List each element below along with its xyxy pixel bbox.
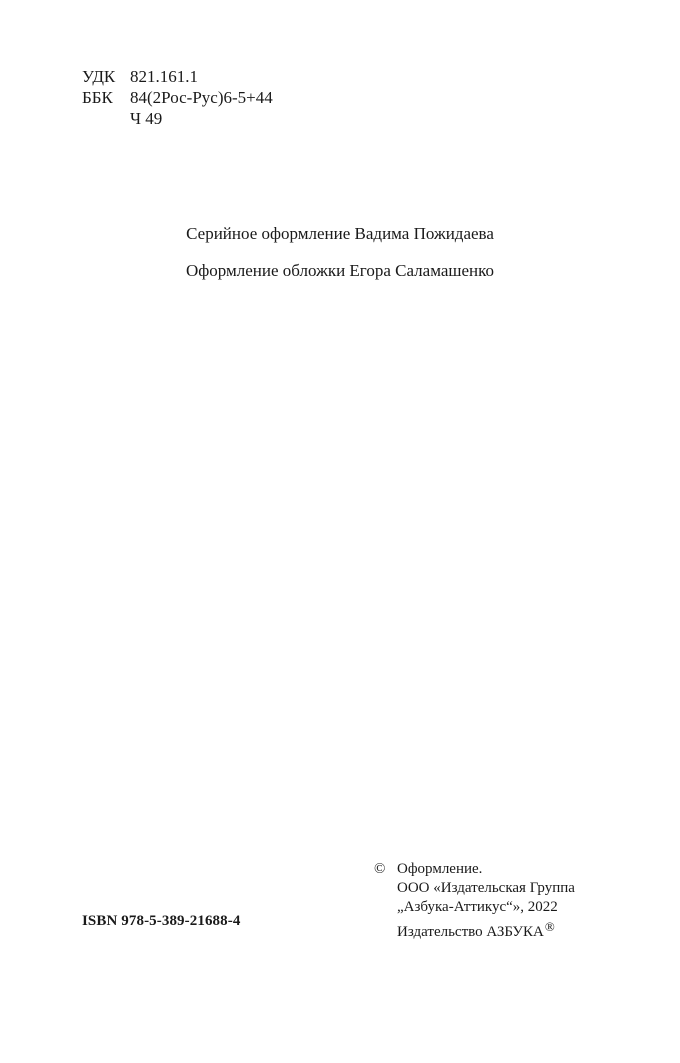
copyright-block bbox=[374, 860, 575, 942]
cover-design-credit: Оформление обложки Егора Саламашенко bbox=[185, 261, 495, 280]
author-mark-spacer bbox=[82, 108, 130, 129]
bbk-value: 84(2Рос-Рус)6-5+44 bbox=[130, 88, 273, 107]
copyright-line-2: ООО «Издательская Группа bbox=[397, 880, 575, 896]
udk-value: 821.161.1 bbox=[130, 67, 198, 86]
isbn: ISBN 978-5-389-21688-4 bbox=[82, 913, 241, 929]
author-mark: Ч 49 bbox=[130, 109, 163, 128]
udk-row bbox=[82, 66, 273, 87]
catalog-block bbox=[82, 66, 273, 129]
udk-label: УДК bbox=[82, 67, 116, 86]
bbk-label: ББК bbox=[82, 88, 113, 107]
copyright-line-3: „Азбука-Аттикус“», 2022 bbox=[397, 899, 558, 915]
registered-mark: ® bbox=[544, 919, 555, 934]
author-mark-row bbox=[82, 108, 273, 129]
copyright-lines bbox=[397, 860, 575, 942]
copyright-line-4 bbox=[397, 917, 575, 942]
series-design-credit: Серийное оформление Вадима Пожидаева bbox=[186, 224, 494, 243]
publisher-name: Издательство АЗБУКА bbox=[397, 924, 544, 940]
copyright-sign: © bbox=[374, 861, 386, 877]
copyright-line-1: Оформление. bbox=[397, 861, 483, 877]
bbk-row bbox=[82, 87, 273, 108]
